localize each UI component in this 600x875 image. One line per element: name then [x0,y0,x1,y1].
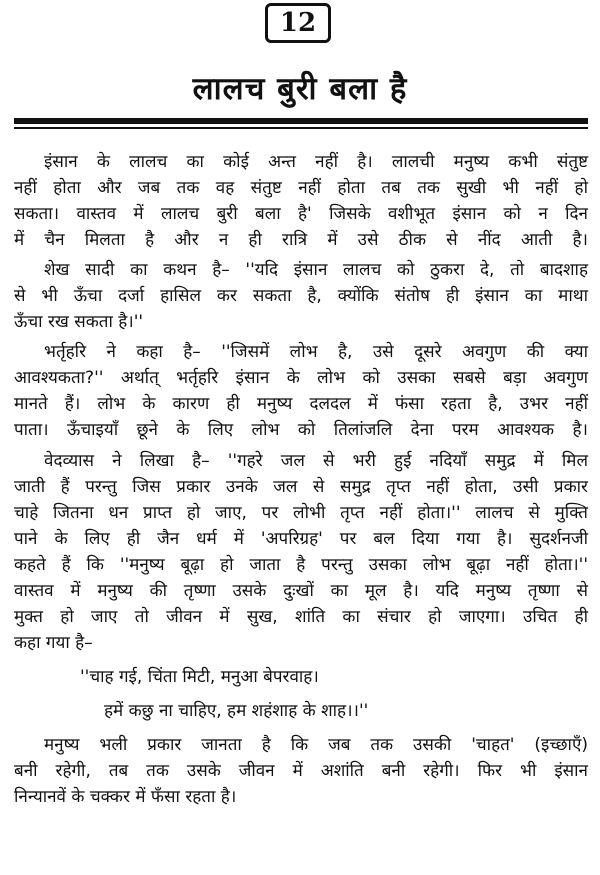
chapter-number-box [265,3,331,43]
paragraph-4-line-7: मुक्त हो जाए तो जीवन में सुख, शांति का संचार हो जाएगा। उचित ही [14,607,588,627]
paragraph-6-line-2: बनी रहेगी, तब तक उसके जीवन में अशांति बनी रहेगी। फिर भी इंसान [14,761,588,781]
paragraph-4-line-3: चाहे जितना धन प्राप्त हो जाए, पर लोभी तृप्त नहीं होता।'' लालच से मुक्ति [14,503,588,523]
page-title: लालच बुरी बला है [192,71,408,107]
paragraph-1-line-4: में चैन मिलता है और न ही रात्रि में उसे ठीक से नींद आती है। [14,230,588,250]
paragraph-4-line-1: वेदव्यास ने लिखा है– ''गहरे जल से भरी हुई नदियाँ समुद्र में मिल [44,451,588,471]
paragraph-3-line-4: पाता। ऊँचाइयाँ छूने के लिए लोभ को तिलांजलि देना परम आवश्यक है। [14,420,588,440]
title-rule-thin [14,127,588,129]
paragraph-3-line-1: भर्तृहरि ने कहा है– ''जिसमें लोभ है, उसे दूसरे अवगुण की क्या [44,342,588,362]
paragraph-4-line-4: पाने के लिए ही जैन धर्म में 'अपरिग्रह' पर बल दिया गया है। सुदर्शनजी [14,529,588,549]
paragraph-3-line-3: मानते हैं। लोभ के कारण ही मनुष्य दलदल में फंसा रहता है, उभर नहीं [14,394,588,414]
paragraph-1-line-2: नहीं होता और जब तक वह संतुष्ट नहीं होता तब तक सुखी भी नहीं हो [14,178,588,198]
title-rule-thick [14,118,588,124]
verse-line-1: ''चाह गई, चिंता मिटी, मनुआ बेपरवाह। [80,667,319,687]
paragraph-1-line-1: इंसान के लालच का कोई अन्त नहीं है। लालची मनुष्य कभी संतुष्ट [44,152,588,172]
paragraph-2-line-2: से भी ऊँचा दर्जा हासिल कर सकता है, क्योंकि संतोष ही इंसान का माथा [14,286,588,306]
paragraph-4-line-6: वास्तव में मनुष्य की तृष्णा उसके दुःखों का मूल है। यदि मनुष्य तृष्णा से [14,581,588,601]
paragraph-3-line-2: आवश्यकता?'' अर्थात् भर्तृहरि इंसान के लोभ को उसका सबसे बड़ा अवगुण [14,368,588,388]
paragraph-6-line-1: मनुष्य भली प्रकार जानता है कि जब तक उसकी 'चाहत' (इच्छाएँ) [44,735,588,755]
paragraph-4-line-2: जाती हैं परन्तु जिस प्रकार उनके जल से समुद्र तृप्त नहीं होता, उसी प्रकार [14,477,588,497]
paragraph-2-line-3: ऊँचा रख सकता है।'' [14,312,144,332]
paragraph-2-line-1: शेख सादी का कथन है– ''यदि इंसान लालच को ठुकरा दे, तो बादशाह [44,260,588,280]
paragraph-6-line-3: निन्यानवें के चक्कर में फँसा रहता है। [14,787,237,807]
chapter-number: 12 [279,8,317,38]
paragraph-4-line-8: कहा गया है– [14,633,93,653]
paragraph-1-line-3: सकता। वास्तव में लालच बुरी बला है' जिसके वशीभूत इंसान को न दिन [14,204,588,224]
paragraph-4-line-5: कहते हैं कि ''मनुष्य बूढ़ा हो जाता है परन्तु उसका लोभ बूढ़ा नहीं होता।'' [14,555,588,575]
verse-line-2: हमें कछु ना चाहिए, हम शहंशाह के शाह।।'' [104,701,369,721]
